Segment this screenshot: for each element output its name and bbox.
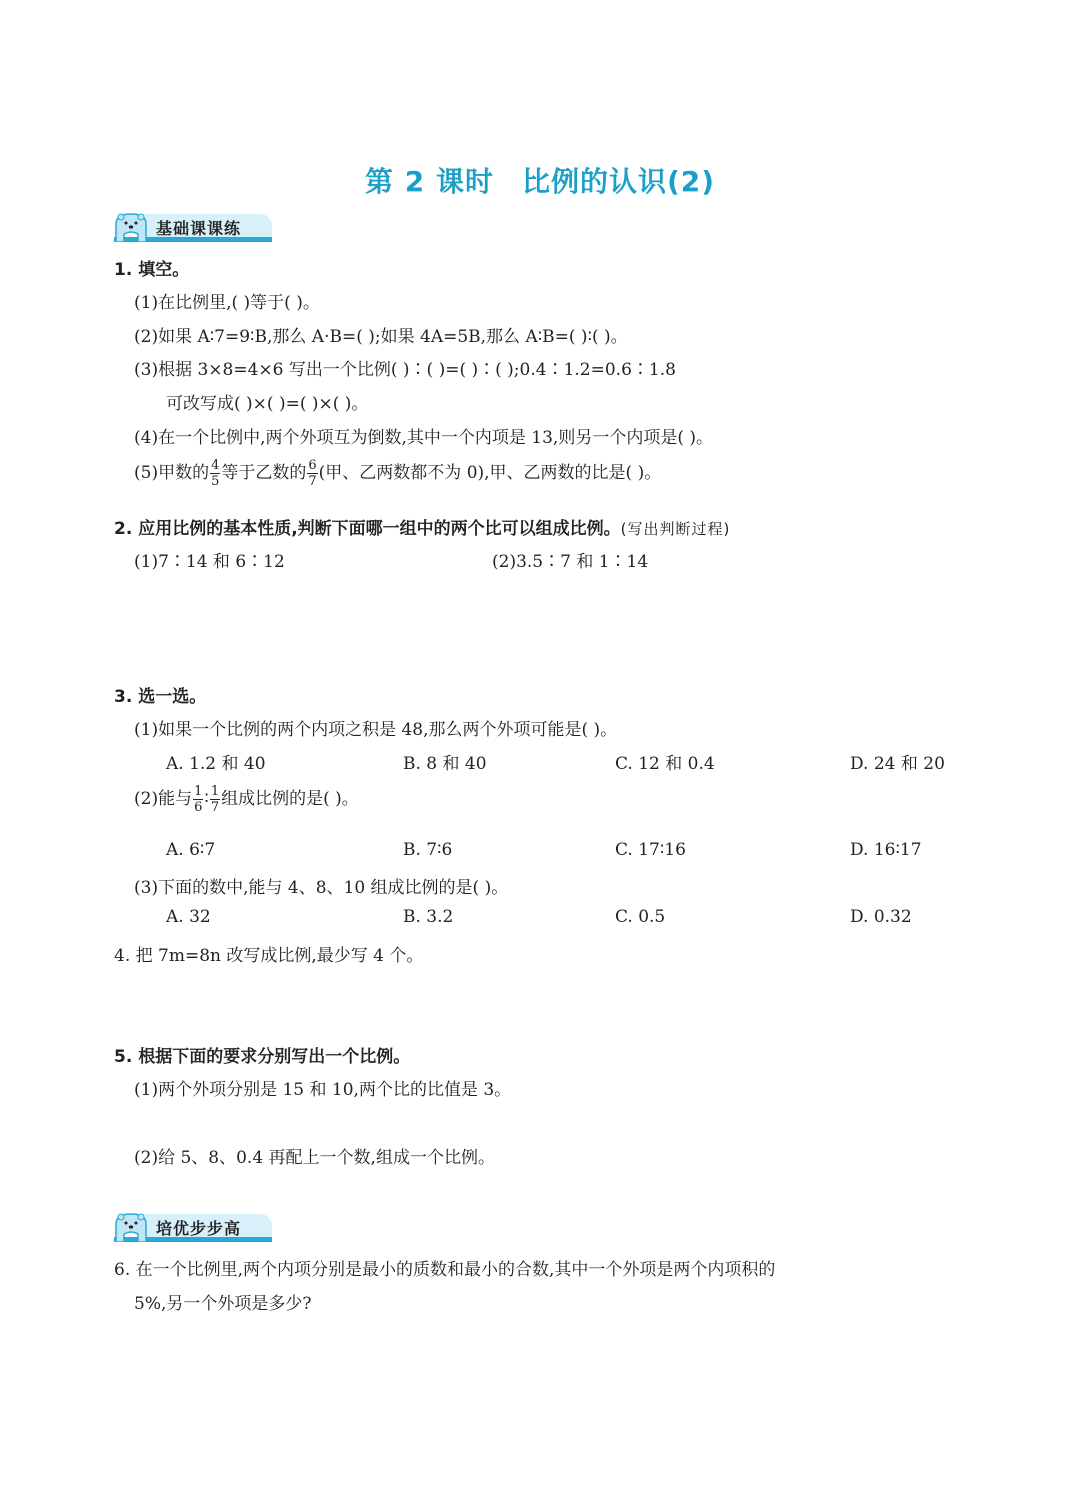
q2-heading	[114, 514, 730, 539]
q3-p2-option-d: D. 16∶17	[850, 840, 922, 860]
fraction: $\frac{1}{7}$	[210, 784, 220, 815]
page-title	[0, 160, 1080, 200]
fraction: $\frac{4}{5}$	[211, 458, 220, 489]
section-label: 培优步步高	[156, 1219, 242, 1238]
section-badge-basic	[114, 212, 272, 242]
q1-part5-middle: 等于乙数的	[221, 463, 307, 483]
q3-p3-option-a: A. 32	[166, 907, 211, 927]
section-badge-advance	[114, 1212, 272, 1242]
q1-part5	[134, 458, 661, 489]
q3-p2-option-c: C. 17∶16	[615, 840, 686, 860]
q3-part1: (1)如果一个比例的两个内项之积是 48,那么两个外项可能是( )。	[134, 720, 618, 740]
q3-part2	[134, 784, 359, 815]
ratio-colon: ∶	[204, 789, 209, 809]
fraction: $\frac{6}{7}$	[308, 458, 317, 489]
q1-part4: (4)在一个比例中,两个外项互为倒数,其中一个内项是 13,则另一个内项是( )。	[134, 428, 713, 448]
q1-part2: (2)如果 A∶7=9∶B,那么 A·B=( );如果 4A=5B,那么 A∶B=( )∶( )。	[134, 327, 628, 347]
q2-heading-text: 2. 应用比例的基本性质,判断下面哪一组中的两个比可以组成比例。	[114, 519, 621, 539]
q3-p1-option-b: B. 8 和 40	[403, 754, 487, 774]
q3-part2-suffix: 组成比例的是( )。	[221, 789, 359, 809]
q3-p1-option-c: C. 12 和 0.4	[615, 754, 715, 774]
q1-part1: (1)在比例里,( )等于( )。	[134, 293, 320, 313]
q3-p3-option-b: B. 3.2	[403, 907, 454, 927]
q3-p1-option-a: A. 1.2 和 40	[166, 754, 266, 774]
q5-part2: (2)给 5、8、0.4 再配上一个数,组成一个比例。	[134, 1148, 495, 1168]
q6-line1: 6. 在一个比例里,两个内项分别是最小的质数和最小的合数,其中一个外项是两个内项积的	[114, 1260, 776, 1280]
q3-p2-option-b: B. 7∶6	[403, 840, 453, 860]
q3-p2-option-a: A. 6∶7	[166, 840, 216, 860]
lesson-topic: 比例的认识(2)	[521, 165, 716, 198]
fraction: $\frac{1}{6}$	[194, 784, 203, 815]
q3-part3: (3)下面的数中,能与 4、8、10 组成比例的是( )。	[134, 878, 509, 898]
polar-bear-icon	[114, 212, 148, 242]
q2-note: (写出判断过程)	[620, 520, 731, 538]
q1-part5-suffix: (甲、乙两数都不为 0),甲、乙两数的比是( )。	[318, 463, 662, 483]
q1-heading: 1. 填空。	[114, 260, 190, 280]
q6-line2: 5%,另一个外项是多少?	[134, 1294, 312, 1314]
q3-p3-option-c: C. 0.5	[615, 907, 666, 927]
q3-p1-option-d: D. 24 和 20	[850, 754, 945, 774]
q5-heading: 5. 根据下面的要求分别写出一个比例。	[114, 1047, 411, 1067]
q3-heading: 3. 选一选。	[114, 687, 207, 707]
q1-part5-prefix: (5)甲数的	[134, 463, 210, 483]
polar-bear-icon	[114, 1212, 148, 1242]
lesson-number: 第 2 课时	[364, 165, 494, 198]
q4-text: 4. 把 7m=8n 改写成比例,最少写 4 个。	[114, 946, 424, 966]
q1-part3b: 可改写成( )×( )=( )×( )。	[166, 394, 369, 414]
q5-part1: (1)两个外项分别是 15 和 10,两个比的比值是 3。	[134, 1080, 512, 1100]
section-label: 基础课课练	[156, 219, 242, 238]
q2-option-2: (2)3.5∶7 和 1∶14	[492, 552, 649, 572]
q2-option-1: (1)7∶14 和 6∶12	[134, 552, 285, 572]
q3-p3-option-d: D. 0.32	[850, 907, 912, 927]
q1-part3a: (3)根据 3×8=4×6 写出一个比例( )∶( )=( )∶( );0.4∶1.2=0.6∶1.8	[134, 360, 676, 380]
q3-part2-prefix: (2)能与	[134, 789, 193, 809]
